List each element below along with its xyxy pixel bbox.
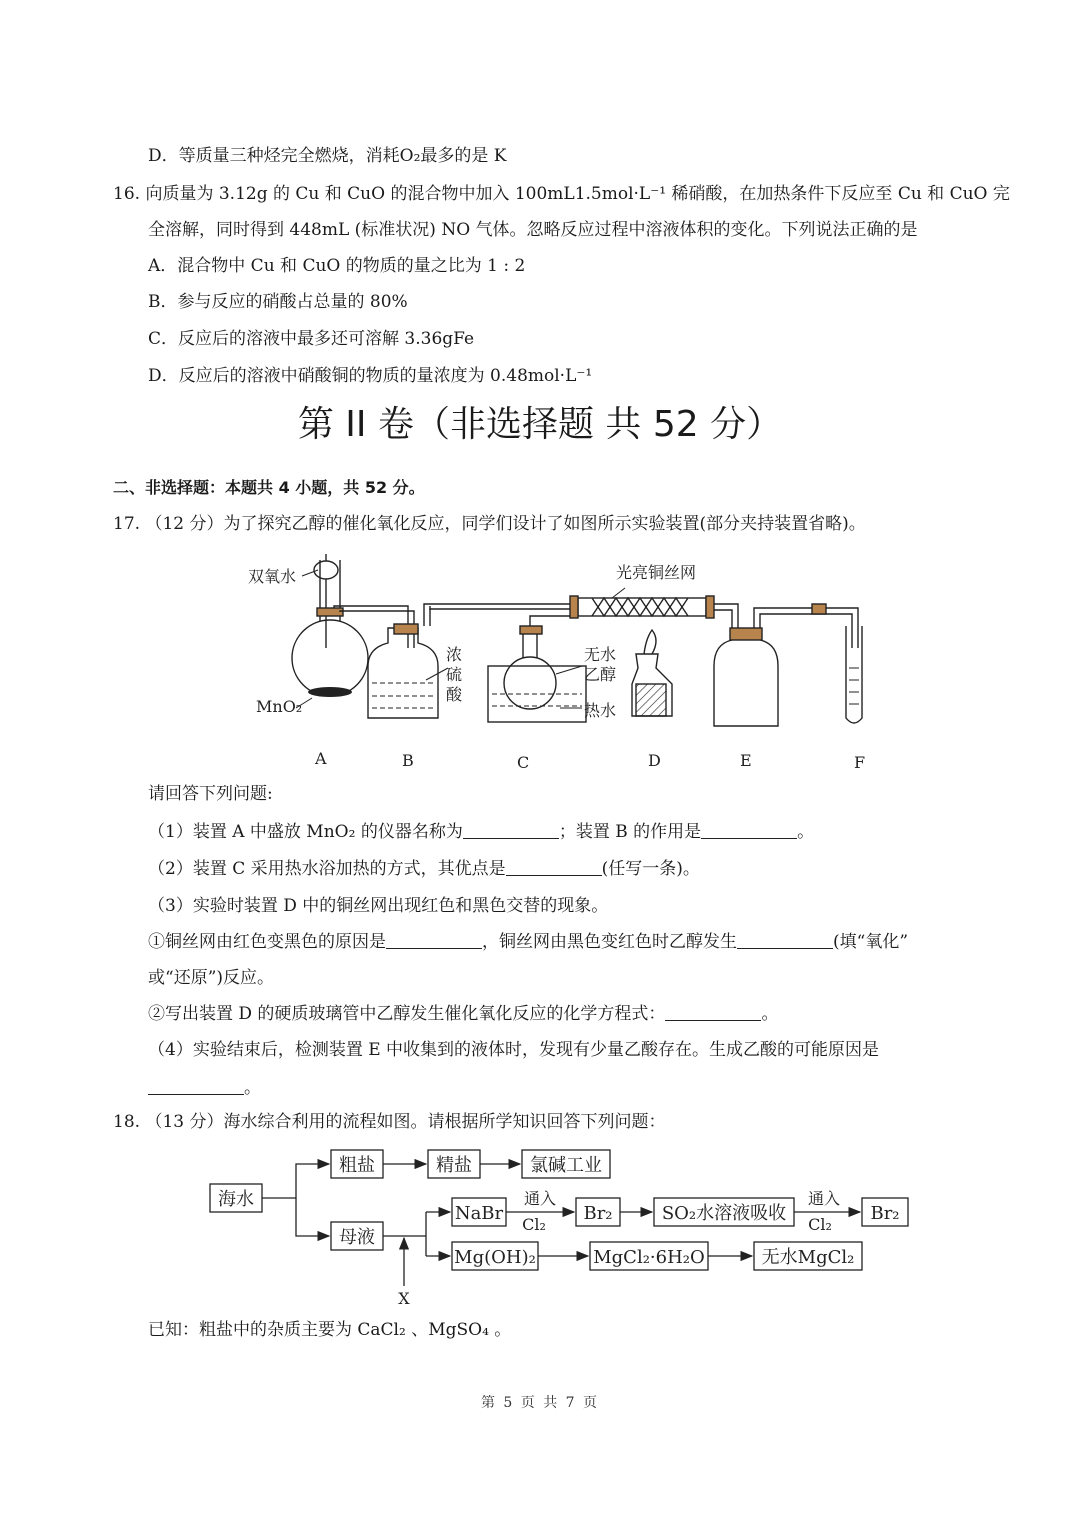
q17-part3-2 xyxy=(148,1002,778,1026)
label-acid-2: 硫 xyxy=(446,665,463,684)
q17-part1 xyxy=(148,820,814,844)
node-seawater: 海水 xyxy=(218,1189,254,1210)
q17-part2 xyxy=(148,857,700,881)
node-refined-salt: 精盐 xyxy=(436,1155,472,1176)
answer-blank-4[interactable] xyxy=(386,930,482,949)
q16-option-a: A．混合物中 Cu 和 CuO 的物质的量之比为 1 : 2 xyxy=(148,256,526,276)
q16-option-d: D．反应后的溶液中硝酸铜的物质的量浓度为 0.48mol·L⁻¹ xyxy=(148,366,593,386)
q16-option-b: B．参与反应的硝酸占总量的 80% xyxy=(148,292,408,312)
node-mgcl2-hydrate: MgCl₂·6H₂O xyxy=(593,1247,705,1268)
q18-known: 已知：粗盐中的杂质主要为 CaCl₂ 、MgSO₄ 。 xyxy=(148,1320,512,1340)
q17-part4: （4）实验结束后，检测装置 E 中收集到的液体时，发现有少量乙酸存在。生成乙酸的可能原因是 xyxy=(148,1040,880,1060)
q17-part4-end: 。 xyxy=(244,1078,261,1098)
node-so2-absorption: SO₂水溶液吸收 xyxy=(661,1203,787,1224)
q17-stem: 17. （12 分）为了探究乙醇的催化氧化反应，同学们设计了如图所示实验装置(部分夹持装置省略)。 xyxy=(113,514,866,534)
q15-option-d: D．等质量三种烃完全燃烧，消耗O₂最多的是 K xyxy=(148,146,507,166)
q17-part1-text-c: 。 xyxy=(797,822,815,842)
label-cl2-1: Cl₂ xyxy=(522,1215,546,1234)
q17-part2-text-b: (任写一条)。 xyxy=(601,859,700,879)
answer-blank-3[interactable] xyxy=(506,857,602,876)
node-crude-salt: 粗盐 xyxy=(339,1155,375,1176)
q17-prompt: 请回答下列问题: xyxy=(148,784,273,804)
label-acid-3: 酸 xyxy=(446,685,463,704)
apparatus-b: B xyxy=(402,751,414,770)
q18-stem: 18. （13 分）海水综合利用的流程如图。请根据所学知识回答下列问题： xyxy=(113,1112,666,1132)
answer-blank-5[interactable] xyxy=(737,930,833,949)
q16-stem-line2: 全溶解，同时得到 448mL (标准状况) NO 气体。忽略反应过程中溶液体积的变化。下列说法正确的是 xyxy=(148,220,918,240)
apparatus-a: A xyxy=(315,749,327,768)
label-acid-1: 浓 xyxy=(446,645,463,664)
section-heading: 二、非选择题：本题共 4 小题，共 52 分。 xyxy=(113,478,425,497)
label-ethanol-2: 乙醇 xyxy=(584,665,617,684)
apparatus-c: C xyxy=(517,753,530,772)
apparatus-e: E xyxy=(740,751,752,770)
node-mg-oh-2: Mg(OH)₂ xyxy=(454,1247,536,1268)
q17-part1-text-a: （1）装置 A 中盛放 MnO₂ 的仪器名称为 xyxy=(148,822,463,842)
q17-part3-1-text-c: (填“氧化” xyxy=(833,932,909,952)
node-mother-liquor: 母液 xyxy=(339,1227,375,1248)
node-br2-first: Br₂ xyxy=(583,1203,613,1224)
q17-part3-2-text-b: 。 xyxy=(761,1004,779,1024)
q17-apparatus-diagram xyxy=(240,548,900,778)
answer-blank-1[interactable] xyxy=(463,820,559,839)
q17-part3-1-cont: 或“还原”)反应。 xyxy=(148,968,275,988)
q17-part2-text-a: （2）装置 C 采用热水浴加热的方式，其优点是 xyxy=(148,859,506,879)
q17-part3-1-text-a: ①铜丝网由红色变黑色的原因是 xyxy=(148,932,386,952)
answer-blank-7[interactable] xyxy=(148,1076,244,1095)
apparatus-d: D xyxy=(648,751,661,770)
page-footer: 第 5 页 共 7 页 xyxy=(480,1395,600,1411)
node-chlor-alkali: 氯碱工业 xyxy=(530,1155,602,1176)
label-mno2: MnO₂ xyxy=(256,697,303,716)
apparatus-f: F xyxy=(854,753,866,772)
q16-stem-line1: 16. 向质量为 3.12g 的 Cu 和 CuO 的混合物中加入 100mL1.5mol·L⁻¹ 稀硝酸，在加热条件下反应至 Cu 和 CuO 完 xyxy=(113,184,1010,204)
node-br2-second: Br₂ xyxy=(870,1203,900,1224)
label-copper-mesh: 光亮铜丝网 xyxy=(616,563,697,582)
label-ethanol-1: 无水 xyxy=(584,645,617,664)
q17-part4-cont xyxy=(148,1076,261,1100)
q17-part3: （3）实验时装置 D 中的铜丝网出现红色和黑色交替的现象。 xyxy=(148,896,609,916)
q17-part3-2-text-a: ②写出装置 D 的硬质玻璃管中乙醇发生催化氧化反应的化学方程式： xyxy=(148,1004,666,1024)
q18-flow-diagram xyxy=(200,1140,920,1310)
label-cl2-2: Cl₂ xyxy=(808,1215,832,1234)
node-nabr: NaBr xyxy=(454,1203,504,1224)
label-x: X xyxy=(398,1289,410,1308)
answer-blank-6[interactable] xyxy=(665,1002,761,1021)
q17-part3-1 xyxy=(148,930,908,954)
answer-blank-2[interactable] xyxy=(701,820,797,839)
label-pass-in-2: 通入 xyxy=(807,1189,841,1208)
q16-option-c: C．反应后的溶液中最多还可溶解 3.36gFe xyxy=(148,329,475,349)
node-anhydrous-mgcl2: 无水MgCl₂ xyxy=(761,1247,855,1268)
volume-title: 第 II 卷（非选择题 共 52 分） xyxy=(297,404,783,445)
q17-part1-text-b: ；装置 B 的作用是 xyxy=(558,822,702,842)
label-hot-water: 热水 xyxy=(584,701,617,720)
q17-part3-1-text-b: ，铜丝网由黑色变红色时乙醇发生 xyxy=(482,932,737,952)
label-pass-in-1: 通入 xyxy=(523,1189,557,1208)
label-h2o2: 双氧水 xyxy=(248,567,297,586)
